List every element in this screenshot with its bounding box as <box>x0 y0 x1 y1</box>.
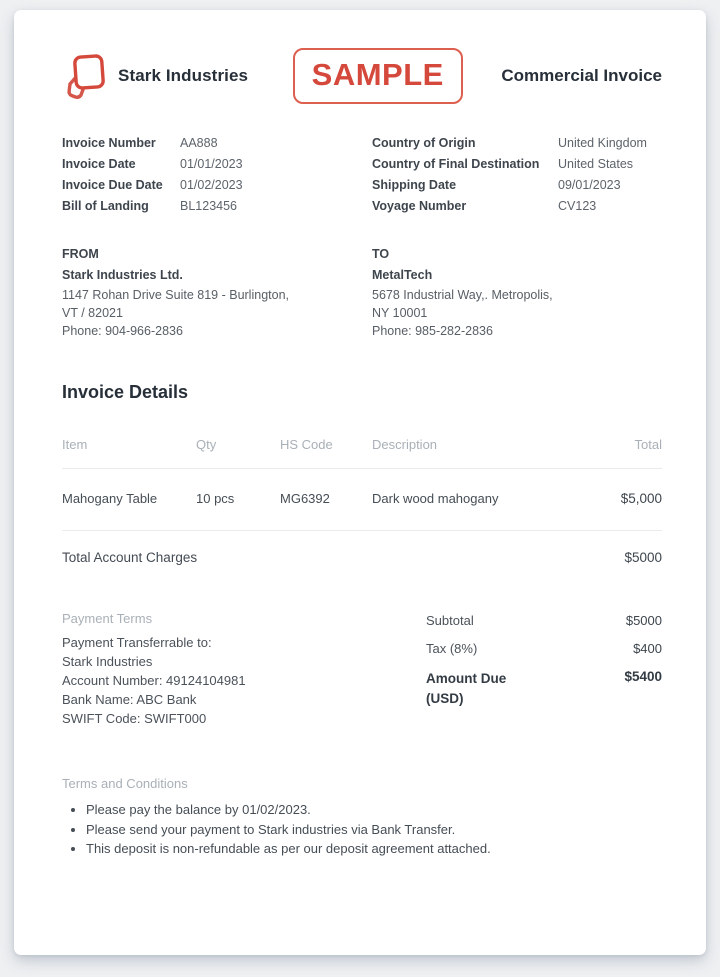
from-address-line: 1147 Rohan Drive Suite 819 - Burlington, <box>62 288 289 302</box>
meta-value: CV123 <box>558 199 597 213</box>
meta-value: 09/01/2023 <box>558 178 621 192</box>
meta-value: BL123456 <box>180 199 238 213</box>
invoice-meta-right <box>372 136 662 213</box>
invoice-details-heading: Invoice Details <box>62 382 189 403</box>
column-header-description: Description <box>372 437 438 453</box>
invoice-meta <box>62 136 662 213</box>
party-from <box>62 247 372 340</box>
tax-value: $400 <box>633 641 662 657</box>
document-title: Commercial Invoice <box>501 66 662 85</box>
invoice-meta-left <box>62 136 372 213</box>
meta-row-country-origin <box>372 136 662 150</box>
meta-label: Invoice Number <box>62 136 156 150</box>
meta-row-voyage-number <box>372 199 662 213</box>
to-name: MetalTech <box>372 268 433 282</box>
company-name: Stark Industries <box>118 66 249 85</box>
invoice-document <box>14 10 706 955</box>
meta-value: 01/02/2023 <box>180 178 243 192</box>
total-account-charges-value: $5000 <box>624 550 662 566</box>
meta-row-shipping-date <box>372 178 662 192</box>
amount-due-row <box>426 669 662 708</box>
payment-terms-block <box>62 611 426 728</box>
meta-label: Invoice Due Date <box>62 178 163 192</box>
company-brand <box>62 51 248 101</box>
sample-stamp-text: SAMPLE <box>311 57 444 92</box>
party-to <box>372 247 662 340</box>
meta-row-invoice-due-date <box>62 178 372 192</box>
column-header-qty: Qty <box>196 437 217 453</box>
cell-description: Dark wood mahogany <box>372 491 499 507</box>
totals-summary <box>426 611 662 728</box>
payment-line: Account Number: 49124104981 <box>62 672 246 688</box>
meta-value: AA888 <box>180 136 218 150</box>
cell-total: $5,000 <box>620 491 662 507</box>
column-header-total: Total <box>634 437 662 453</box>
total-account-charges-label: Total Account Charges <box>62 550 198 566</box>
tax-row <box>426 641 662 656</box>
meta-row-invoice-date <box>62 157 372 171</box>
terms-heading: Terms and Conditions <box>62 776 188 792</box>
sample-stamp <box>293 48 463 104</box>
payment-section <box>62 611 662 728</box>
to-address-line: 5678 Industrial Way,. Metropolis, <box>372 288 553 302</box>
payment-line: Bank Name: ABC Bank <box>62 691 197 707</box>
terms-item: • This deposit is non-refundable as per our deposit agreement attached. <box>86 839 662 858</box>
document-header <box>62 46 662 106</box>
meta-row-bill-of-landing <box>62 199 372 213</box>
meta-label: Voyage Number <box>372 199 467 213</box>
column-header-item: Item <box>62 437 88 453</box>
company-logo-icon <box>62 51 108 101</box>
terms-item: • Please pay the balance by 01/02/2023. <box>86 800 662 819</box>
meta-label: Country of Origin <box>372 136 476 150</box>
to-phone: Phone: 985-282-2836 <box>372 323 493 338</box>
payment-terms-lines <box>62 634 406 728</box>
cell-qty: 10 pcs <box>196 491 235 507</box>
payment-line: Stark Industries <box>62 654 153 670</box>
meta-value: United States <box>558 157 634 171</box>
terms-section <box>62 776 662 858</box>
line-items-table <box>62 437 662 565</box>
to-address-line: NY 10001 <box>372 305 428 320</box>
meta-value: United Kingdom <box>558 136 647 150</box>
tax-label: Tax (8%) <box>426 641 478 657</box>
from-phone: Phone: 904-966-2836 <box>62 323 183 338</box>
meta-label: Bill of Landing <box>62 199 149 213</box>
table-row <box>62 469 662 531</box>
meta-label: Shipping Date <box>372 178 457 192</box>
payment-terms-heading: Payment Terms <box>62 611 153 627</box>
table-header-row <box>62 437 662 469</box>
meta-row-country-destination <box>372 157 662 171</box>
parties-section <box>62 247 662 340</box>
subtotal-row <box>426 613 662 628</box>
to-heading: TO <box>372 247 390 261</box>
meta-row-invoice-number <box>62 136 372 150</box>
amount-due-value: $5400 <box>624 669 662 685</box>
from-name: Stark Industries Ltd. <box>62 268 183 282</box>
total-account-charges-row <box>62 531 662 565</box>
subtotal-value: $5000 <box>625 613 662 629</box>
cell-item: Mahogany Table <box>62 491 158 507</box>
payment-line: SWIFT Code: SWIFT000 <box>62 710 207 726</box>
terms-list <box>62 800 662 858</box>
cell-hs-code: MG6392 <box>280 491 330 507</box>
terms-item: • Please send your payment to Stark industries via Bank Transfer. <box>86 820 662 839</box>
subtotal-label: Subtotal <box>426 613 474 629</box>
payment-line: Payment Transferrable to: <box>62 635 212 651</box>
meta-value: 01/01/2023 <box>180 157 243 171</box>
meta-label: Country of Final Destination <box>372 157 540 171</box>
column-header-hs-code: HS Code <box>280 437 333 453</box>
from-heading: FROM <box>62 247 99 261</box>
amount-due-label: Amount Due (USD) <box>426 671 507 706</box>
from-address-line: VT / 82021 <box>62 305 123 320</box>
meta-label: Invoice Date <box>62 157 136 171</box>
